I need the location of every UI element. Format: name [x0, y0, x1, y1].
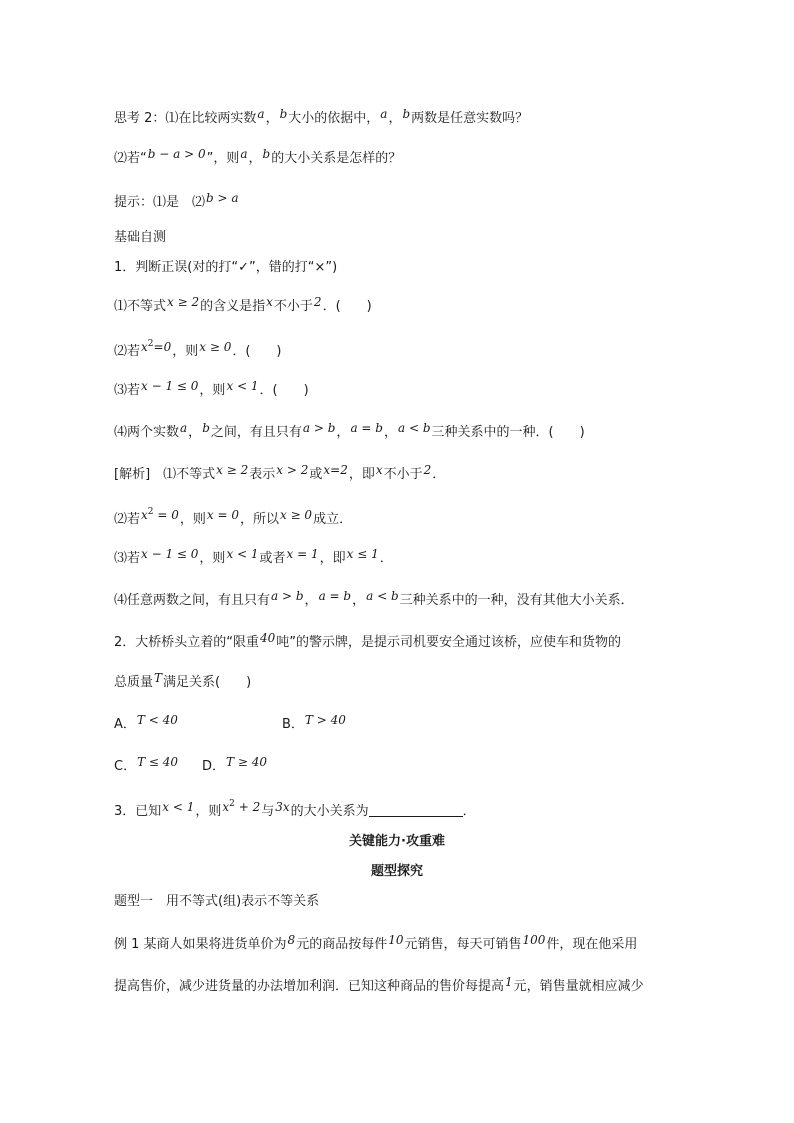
q1-solution-1: [解析] ⑴不等式x ≥ 2表示x > 2或x=2，即x不小于2．: [114, 463, 446, 482]
q1-item-3: ⑶若x − 1 ≤ 0，则x < 1．( ): [114, 379, 309, 398]
type1-title: 题型一 用不等式(组)表示不等关系: [114, 894, 320, 909]
q2-option-b: B．T > 40: [282, 713, 346, 732]
q2-option-d: D．T ≥ 40: [202, 755, 267, 774]
q2-option-a: A．T < 40: [114, 713, 178, 732]
example1-line-1: 例 1 某商人如果将进货单价为8元的商品按每件10元销售，每天可销售100件，现在他采用: [114, 933, 638, 952]
example1-line-2: 提高售价，减少进货量的办法增加利润．已知这种商品的售价每提高1元，销售量就相应减少: [114, 975, 644, 994]
q3-line: 3．已知x < 1，则$x^2 + 2$与3x的大小关系为 ．: [114, 799, 476, 819]
section-key-abilities: 关键能力·攻重难: [349, 834, 445, 849]
section-basic-self-test: 基础自测: [114, 230, 167, 245]
q1-item-2: ⑵若$x^2=0$，则x ≥ 0．( ): [114, 339, 282, 359]
q1-item-1: ⑴不等式x ≥ 2的含义是指x不小于2．( ): [114, 295, 372, 314]
q1-title: 1．判断正误(对的打“✓”，错的打“×”): [114, 260, 338, 275]
section-question-types: 题型探究: [370, 864, 423, 879]
q2-option-c: C．T ≤ 40: [114, 755, 179, 774]
q3-answer-blank: [369, 802, 463, 817]
q1-item-4: ⑷两个实数a，b之间，有且只有a > b，a = b，a < b三种关系中的一种．( ): [114, 421, 585, 440]
q1-solution-2: ⑵若$x^2 = 0$，则x = 0，所以x ≥ 0成立．: [114, 507, 353, 527]
q1-solution-3: ⑶若x − 1 ≤ 0，则x < 1或者x = 1，即x ≤ 1．: [114, 547, 393, 566]
think2-question-1: 思考 2：⑴在比较两实数a，b大小的依据中，a，b两数是任意实数吗？: [114, 107, 529, 126]
q1-solution-4: ⑷任意两数之间，有且只有a > b，a = b，a < b三种关系中的一种，没有其他大小关系．: [114, 589, 634, 608]
q2-line-2: 总质量T满足关系( ): [114, 671, 252, 690]
q2-line-1: 2．大桥桥头立着的“限重40吨”的警示牌，是提示司机要安全通过该桥，应使车和货物的: [114, 631, 622, 650]
think2-question-2: ⑵若“b − a > 0”，则a，b的大小关系是怎样的？: [114, 147, 402, 166]
think2-hint: 提示：⑴是 ⑵b > a: [114, 191, 239, 210]
